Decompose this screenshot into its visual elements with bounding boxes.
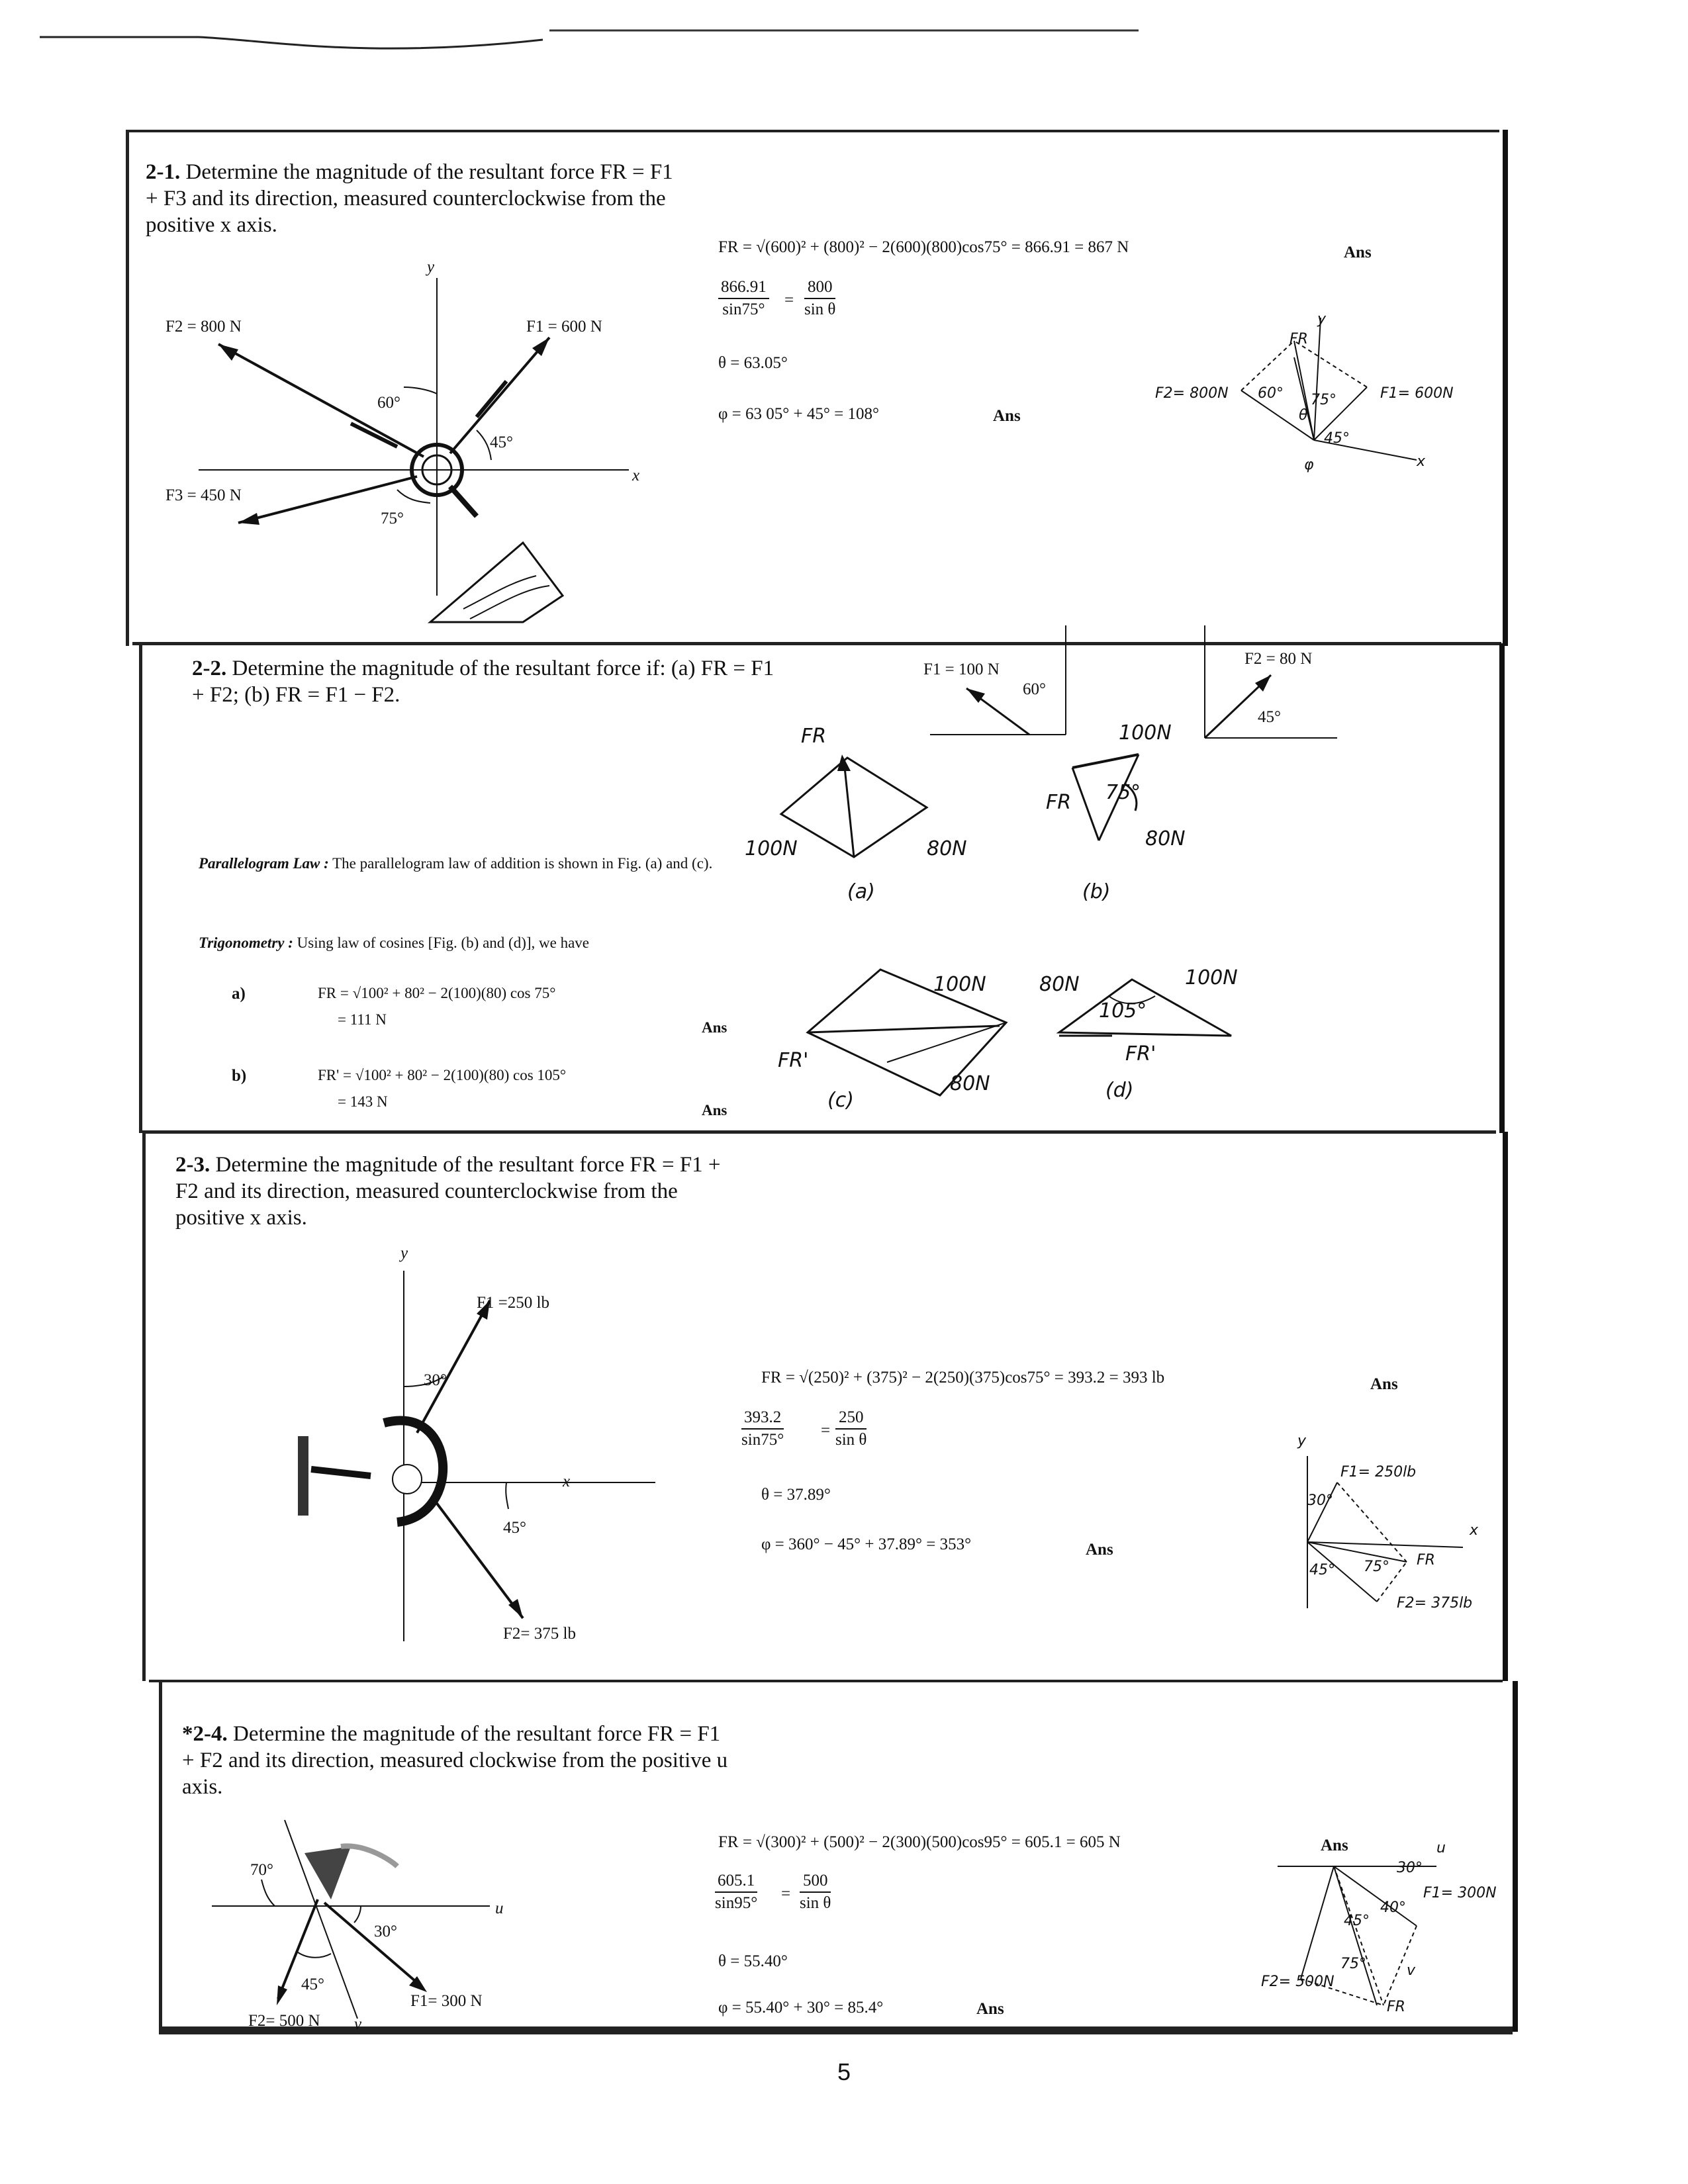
sketch-75: 75° xyxy=(1340,1956,1366,1972)
sketch-45: 45° xyxy=(1344,1913,1370,1929)
hand-100n-a: 100N xyxy=(745,837,798,860)
sketch-u: u xyxy=(1436,1840,1446,1856)
sketch-f1: F1= 250lb xyxy=(1340,1464,1417,1480)
equals-sign: = xyxy=(781,1885,791,1903)
sketch-x: x xyxy=(1417,453,1426,470)
problem-2-3-statement xyxy=(175,1152,725,1231)
sketch-x: x xyxy=(1470,1522,1479,1539)
problem-number: 2-3. xyxy=(175,1153,211,1177)
fraction-right xyxy=(804,278,835,319)
label-x: x xyxy=(563,1473,571,1490)
label-angle-70: 70° xyxy=(250,1861,273,1879)
sketch-f2: F2= 800N xyxy=(1155,385,1229,402)
hand-75: 75° xyxy=(1105,781,1141,804)
equation-theta: θ = 55.40° xyxy=(718,1952,788,1970)
fraction-denominator: sin75° xyxy=(722,300,765,318)
part-b-result: = 143 N xyxy=(338,1093,388,1110)
label-u: u xyxy=(495,1899,504,1917)
sketch-40: 40° xyxy=(1380,1899,1406,1916)
label-f2: F2= 375 lb xyxy=(503,1625,576,1643)
parallelogram-title: Parallelogram Law : xyxy=(199,855,329,872)
hand-fr-b: FR xyxy=(1046,791,1072,814)
sketch-75: 75° xyxy=(1364,1559,1389,1575)
label-angle-45: 45° xyxy=(301,1976,324,1993)
problem-text: Determine the magnitude of the resultant force FR = F1 + F2 and its direction, measured clockwise from the positive u axis. xyxy=(182,1722,728,1799)
part-a-label: a) xyxy=(232,985,246,1003)
label-v: v xyxy=(354,2015,362,2033)
part-a-equation: FR = √100² + 80² − 2(100)(80) cos 75° xyxy=(318,985,556,1001)
equation-phi: φ = 55.40° + 30° = 85.4° xyxy=(718,1999,884,2017)
figure-2-1 xyxy=(152,251,748,622)
label-f2: F2 = 80 N xyxy=(1244,650,1313,668)
hand-80n-c: 80N xyxy=(950,1072,990,1095)
sketch-30: 30° xyxy=(1307,1492,1333,1509)
problem-number: 2-1. xyxy=(146,160,181,184)
part-b-label: b) xyxy=(232,1067,247,1085)
label-f2: F2= 500 N xyxy=(248,2012,320,2030)
fraction-numerator: 866.91 xyxy=(718,278,769,299)
hand-label-c: (c) xyxy=(827,1089,854,1112)
label-angle-30: 30° xyxy=(424,1371,447,1389)
label-f1: F1= 300 N xyxy=(410,1992,483,2010)
trigonometry xyxy=(199,934,589,952)
label-angle-45: 45° xyxy=(503,1519,526,1537)
hand-100n-d: 100N xyxy=(1185,966,1238,989)
equation-resultant: FR = √(300)² + (500)² − 2(300)(500)cos95° = 605.1 = 605 N xyxy=(718,1833,1121,1851)
fraction-left xyxy=(715,1872,757,1913)
sketch-60: 60° xyxy=(1258,385,1284,402)
sketch-f2: F2= 375lb xyxy=(1397,1595,1473,1612)
label-x: x xyxy=(632,467,640,484)
label-angle-75: 75° xyxy=(381,510,404,527)
answer-tag: Ans xyxy=(976,2000,1004,2018)
sketch-fr: FR xyxy=(1289,331,1308,347)
sketch-2-4 xyxy=(1271,1846,1483,2019)
problem-2-4-statement xyxy=(182,1721,738,1800)
label-f1: F1 = 100 N xyxy=(923,660,1000,678)
fraction-numerator: 500 xyxy=(800,1872,831,1893)
label-angle-30: 30° xyxy=(374,1923,397,1940)
sketch-45: 45° xyxy=(1324,430,1350,447)
equation-theta: θ = 63.05° xyxy=(718,354,788,372)
figure-2-4 xyxy=(199,1807,596,2025)
hand-label-a: (a) xyxy=(847,880,875,903)
top-rule xyxy=(0,0,1688,79)
label-f1: F1 =250 lb xyxy=(477,1294,549,1312)
hand-fr-d: FR' xyxy=(1125,1042,1156,1066)
equation-phi: φ = 360° − 45° + 37.89° = 353° xyxy=(761,1535,972,1553)
fraction-right xyxy=(835,1408,867,1449)
hand-80n-b: 80N xyxy=(1145,827,1186,850)
label-f1: F1 = 600 N xyxy=(526,318,602,336)
sketch-f1: F1= 300N xyxy=(1423,1885,1497,1901)
answer-tag: Ans xyxy=(993,407,1021,425)
sketch-f2: F2= 500N xyxy=(1261,1974,1335,1990)
equals-sign: = xyxy=(784,291,794,309)
fraction-right xyxy=(800,1872,831,1913)
trigonometry-text: Using law of cosines [Fig. (b) and (d)], we have xyxy=(297,934,589,951)
problem-number: *2-4. xyxy=(182,1722,228,1746)
part-b-equation: FR' = √100² + 80² − 2(100)(80) cos 105° xyxy=(318,1067,567,1083)
answer-tag: Ans xyxy=(1321,1837,1348,1854)
label-angle-60: 60° xyxy=(377,394,400,412)
label-angle-60: 60° xyxy=(1023,680,1046,698)
problem-number: 2-2. xyxy=(192,657,227,680)
hand-80n-a: 80N xyxy=(927,837,967,860)
hand-105: 105° xyxy=(1099,999,1147,1023)
sketch-75: 75° xyxy=(1311,392,1336,408)
hand-100n-b: 100N xyxy=(1119,721,1172,745)
sketch-2-2-a-b xyxy=(768,735,1231,880)
sketch-y: y xyxy=(1317,311,1327,328)
sketch-theta: θ xyxy=(1299,407,1308,424)
fraction-left xyxy=(718,278,769,319)
sketch-y: y xyxy=(1297,1433,1307,1449)
label-angle-45: 45° xyxy=(1258,708,1281,726)
answer-tag: Ans xyxy=(1086,1541,1113,1559)
parallelogram-law xyxy=(199,855,712,872)
fraction-numerator: 800 xyxy=(804,278,835,299)
fraction-denominator: sin75° xyxy=(741,1431,784,1449)
hand-100n-c: 100N xyxy=(933,973,986,996)
hand-label-d: (d) xyxy=(1105,1079,1134,1102)
hand-80n-d: 80N xyxy=(1039,973,1080,996)
fraction-numerator: 605.1 xyxy=(715,1872,757,1893)
fraction-denominator: sin θ xyxy=(800,1894,831,1912)
page-number: 5 xyxy=(837,2058,851,2085)
label-f2: F2 = 800 N xyxy=(165,318,242,336)
hand-label-b: (b) xyxy=(1082,880,1111,903)
sketch-fr: FR xyxy=(1417,1552,1435,1569)
equals-sign: = xyxy=(821,1422,831,1439)
sketch-45: 45° xyxy=(1309,1562,1335,1578)
parallelogram-text: The parallelogram law of addition is shown in Fig. (a) and (c). xyxy=(332,855,713,872)
problem-text: Determine the magnitude of the resultant force FR = F1 + F3 and its direction, measured counterclockwise from the positive x axis. xyxy=(146,160,673,237)
problem-2-1-statement xyxy=(146,159,688,238)
equation-phi: φ = 63 05° + 45° = 108° xyxy=(718,405,879,423)
equation-resultant: FR = √(600)² + (800)² − 2(600)(800)cos75° = 866.91 = 867 N xyxy=(718,238,1129,256)
fraction-numerator: 250 xyxy=(835,1408,867,1430)
problem-2-2-statement xyxy=(192,655,774,708)
fraction-left xyxy=(741,1408,784,1449)
fraction-denominator: sin θ xyxy=(835,1431,867,1449)
sketch-fr: FR xyxy=(1387,1999,1405,2015)
frame-bottom xyxy=(159,2026,1513,2034)
part-a-result: = 111 N xyxy=(338,1011,387,1028)
sketch-v: v xyxy=(1407,1962,1416,1979)
fraction-denominator: sin θ xyxy=(804,300,836,318)
sketch-phi: φ xyxy=(1304,457,1314,473)
trigonometry-title: Trigonometry : xyxy=(199,934,293,951)
answer-tag: Ans xyxy=(1370,1375,1398,1393)
answer-tag: Ans xyxy=(702,1102,727,1118)
problem-text: Determine the magnitude of the resultant force FR = F1 + F2 and its direction, measured counterclockwise from the positive x axis. xyxy=(175,1153,721,1230)
label-angle-45: 45° xyxy=(490,433,513,451)
fraction-numerator: 393.2 xyxy=(741,1408,784,1430)
label-y: y xyxy=(427,258,435,276)
equation-theta: θ = 37.89° xyxy=(761,1486,831,1504)
answer-tag: Ans xyxy=(1344,244,1372,261)
problem-text: Determine the magnitude of the resultant force if: (a) FR = F1 + F2; (b) FR = F1 − F2. xyxy=(192,657,774,707)
sketch-30: 30° xyxy=(1397,1860,1423,1876)
fraction-denominator: sin95° xyxy=(715,1894,758,1912)
answer-tag: Ans xyxy=(702,1019,727,1036)
sketch-f1: F1= 600N xyxy=(1380,385,1454,402)
label-y: y xyxy=(400,1244,408,1262)
hand-fr-a: FR xyxy=(801,725,827,748)
equation-resultant: FR = √(250)² + (375)² − 2(250)(375)cos75° = 393.2 = 393 lb xyxy=(761,1369,1165,1387)
hand-fr-c: FR' xyxy=(778,1049,809,1072)
label-f3: F3 = 450 N xyxy=(165,486,242,504)
